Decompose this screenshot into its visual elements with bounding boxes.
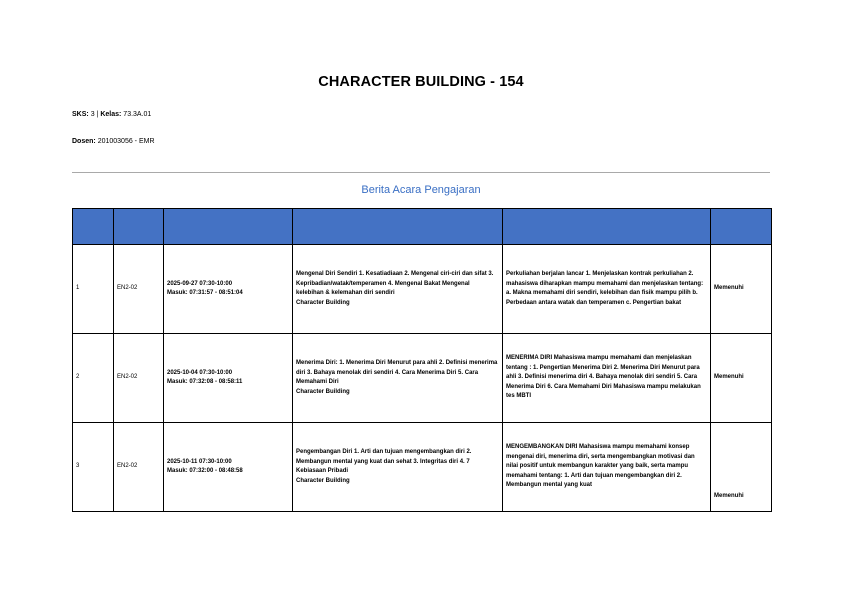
row-topic-cell bbox=[293, 423, 503, 512]
row-checkin: Masuk: 07:32:08 - 08:58:11 bbox=[167, 379, 243, 385]
teaching-report-table bbox=[72, 208, 772, 512]
row-checkin: Masuk: 07:32:00 - 08:48:58 bbox=[167, 468, 243, 474]
table-row bbox=[73, 423, 772, 512]
sks-value: 3 bbox=[90, 111, 95, 118]
header-cell-schedule bbox=[164, 209, 293, 245]
header-cell-topic bbox=[293, 209, 503, 245]
row-schedule: 2025-10-04 07:30-10:00 bbox=[167, 369, 233, 376]
row-description: MENERIMA DIRI Mahasiswa mampu memahami dan menjelaskan tentang : 1. Pengertian Menerima Diri 2. Menerima Diri Menurut para ahli 3. Definisi menerima diri 4. Bahaya menolak diri sendiri 5. Cara Menerima Diri 6. Cara Memahami Diri Mahasiswa mampu melakukan tes MBTI bbox=[503, 334, 711, 423]
table-row bbox=[73, 245, 772, 334]
row-topic: Pengembangan Diri 1. Arti dan tujuan mengembangkan diri 2. Membangun mental yang kuat dan sehat 3. Integritas diri 4. 7 Kebiasaan Pribadi bbox=[296, 449, 472, 474]
header-cell-status bbox=[711, 209, 772, 245]
sks-kelas-line bbox=[72, 111, 151, 118]
row-room: EN2-02 bbox=[114, 334, 164, 423]
separator: | bbox=[96, 111, 99, 118]
row-status: Memenuhi bbox=[711, 334, 772, 423]
row-topic-course: Character Building bbox=[296, 299, 350, 306]
row-room: EN2-02 bbox=[114, 423, 164, 512]
row-topic-cell bbox=[293, 334, 503, 423]
dosen-line bbox=[72, 138, 155, 145]
row-status: Memenuhi bbox=[711, 245, 772, 334]
row-schedule-cell bbox=[164, 423, 293, 512]
row-room: EN2-02 bbox=[114, 245, 164, 334]
page-title: CHARACTER BUILDING - 154 bbox=[318, 74, 524, 90]
row-schedule-cell bbox=[164, 245, 293, 334]
dosen-value: 201003056 - EMR bbox=[97, 138, 155, 145]
row-topic: Mengenal Diri Sendiri 1. Kesatiadiaan 2. Mengenal ciri-ciri dan sifat 3. Kepribadian/watak/temperamen 4. Mengenal Bakat Mengenal kelebihan & kelemahan diri sendiri bbox=[296, 271, 494, 296]
row-description: MENGEMBANGKAN DIRI Mahasiswa mampu memahami konsep mengenai diri, menerima diri, serta mengembangkan motivasi dan nilai positif untuk membangun karakter yang baik, serta mampu memahami tentang: 1. Arti dan tujuan mengembangkan diri 2. Membangun mental yang kuat bbox=[503, 423, 711, 512]
row-description: Perkuliahan berjalan lancar 1. Menjelaskan kontrak perkuliahan 2. mahasiswa diharapkan mampu memahami dan menjelaskan tentang: a. Makna memahami diri sendiri, kelebihan dan fisik mampu pilih b. Perbedaan antara watak dan temperamen c. Pengertian bakat bbox=[503, 245, 711, 334]
sks-label: SKS: bbox=[72, 111, 89, 118]
kelas-value: 73.3A.01 bbox=[123, 111, 152, 118]
row-number: 2 bbox=[73, 334, 114, 423]
divider bbox=[72, 172, 770, 173]
row-schedule: 2025-10-11 07:30-10:00 bbox=[167, 458, 232, 465]
section-title: Berita Acara Pengajaran bbox=[361, 184, 481, 196]
row-schedule-cell bbox=[164, 334, 293, 423]
header-cell-room bbox=[114, 209, 164, 245]
row-status: Memenuhi bbox=[711, 423, 772, 512]
row-number: 3 bbox=[73, 423, 114, 512]
kelas-label: Kelas: bbox=[100, 111, 122, 118]
row-schedule: 2025-09-27 07:30-10:00 bbox=[167, 280, 233, 287]
row-number: 1 bbox=[73, 245, 114, 334]
header-cell-no bbox=[73, 209, 114, 245]
dosen-label: Dosen: bbox=[72, 138, 96, 145]
table-row bbox=[73, 334, 772, 423]
header-cell-description bbox=[503, 209, 711, 245]
row-topic-cell bbox=[293, 245, 503, 334]
table-header-row bbox=[73, 209, 772, 245]
row-checkin: Masuk: 07:31:57 - 08:51:04 bbox=[167, 290, 243, 296]
row-topic-course: Character Building bbox=[296, 477, 350, 484]
row-topic-course: Character Building bbox=[296, 388, 350, 395]
row-topic: Menerima Diri: 1. Menerima Diri Menurut para ahli 2. Definisi menerima diri 3. Bahaya menolak diri sendiri 4. Cara Menerima Diri 5. Cara Memahami Diri bbox=[296, 360, 498, 385]
